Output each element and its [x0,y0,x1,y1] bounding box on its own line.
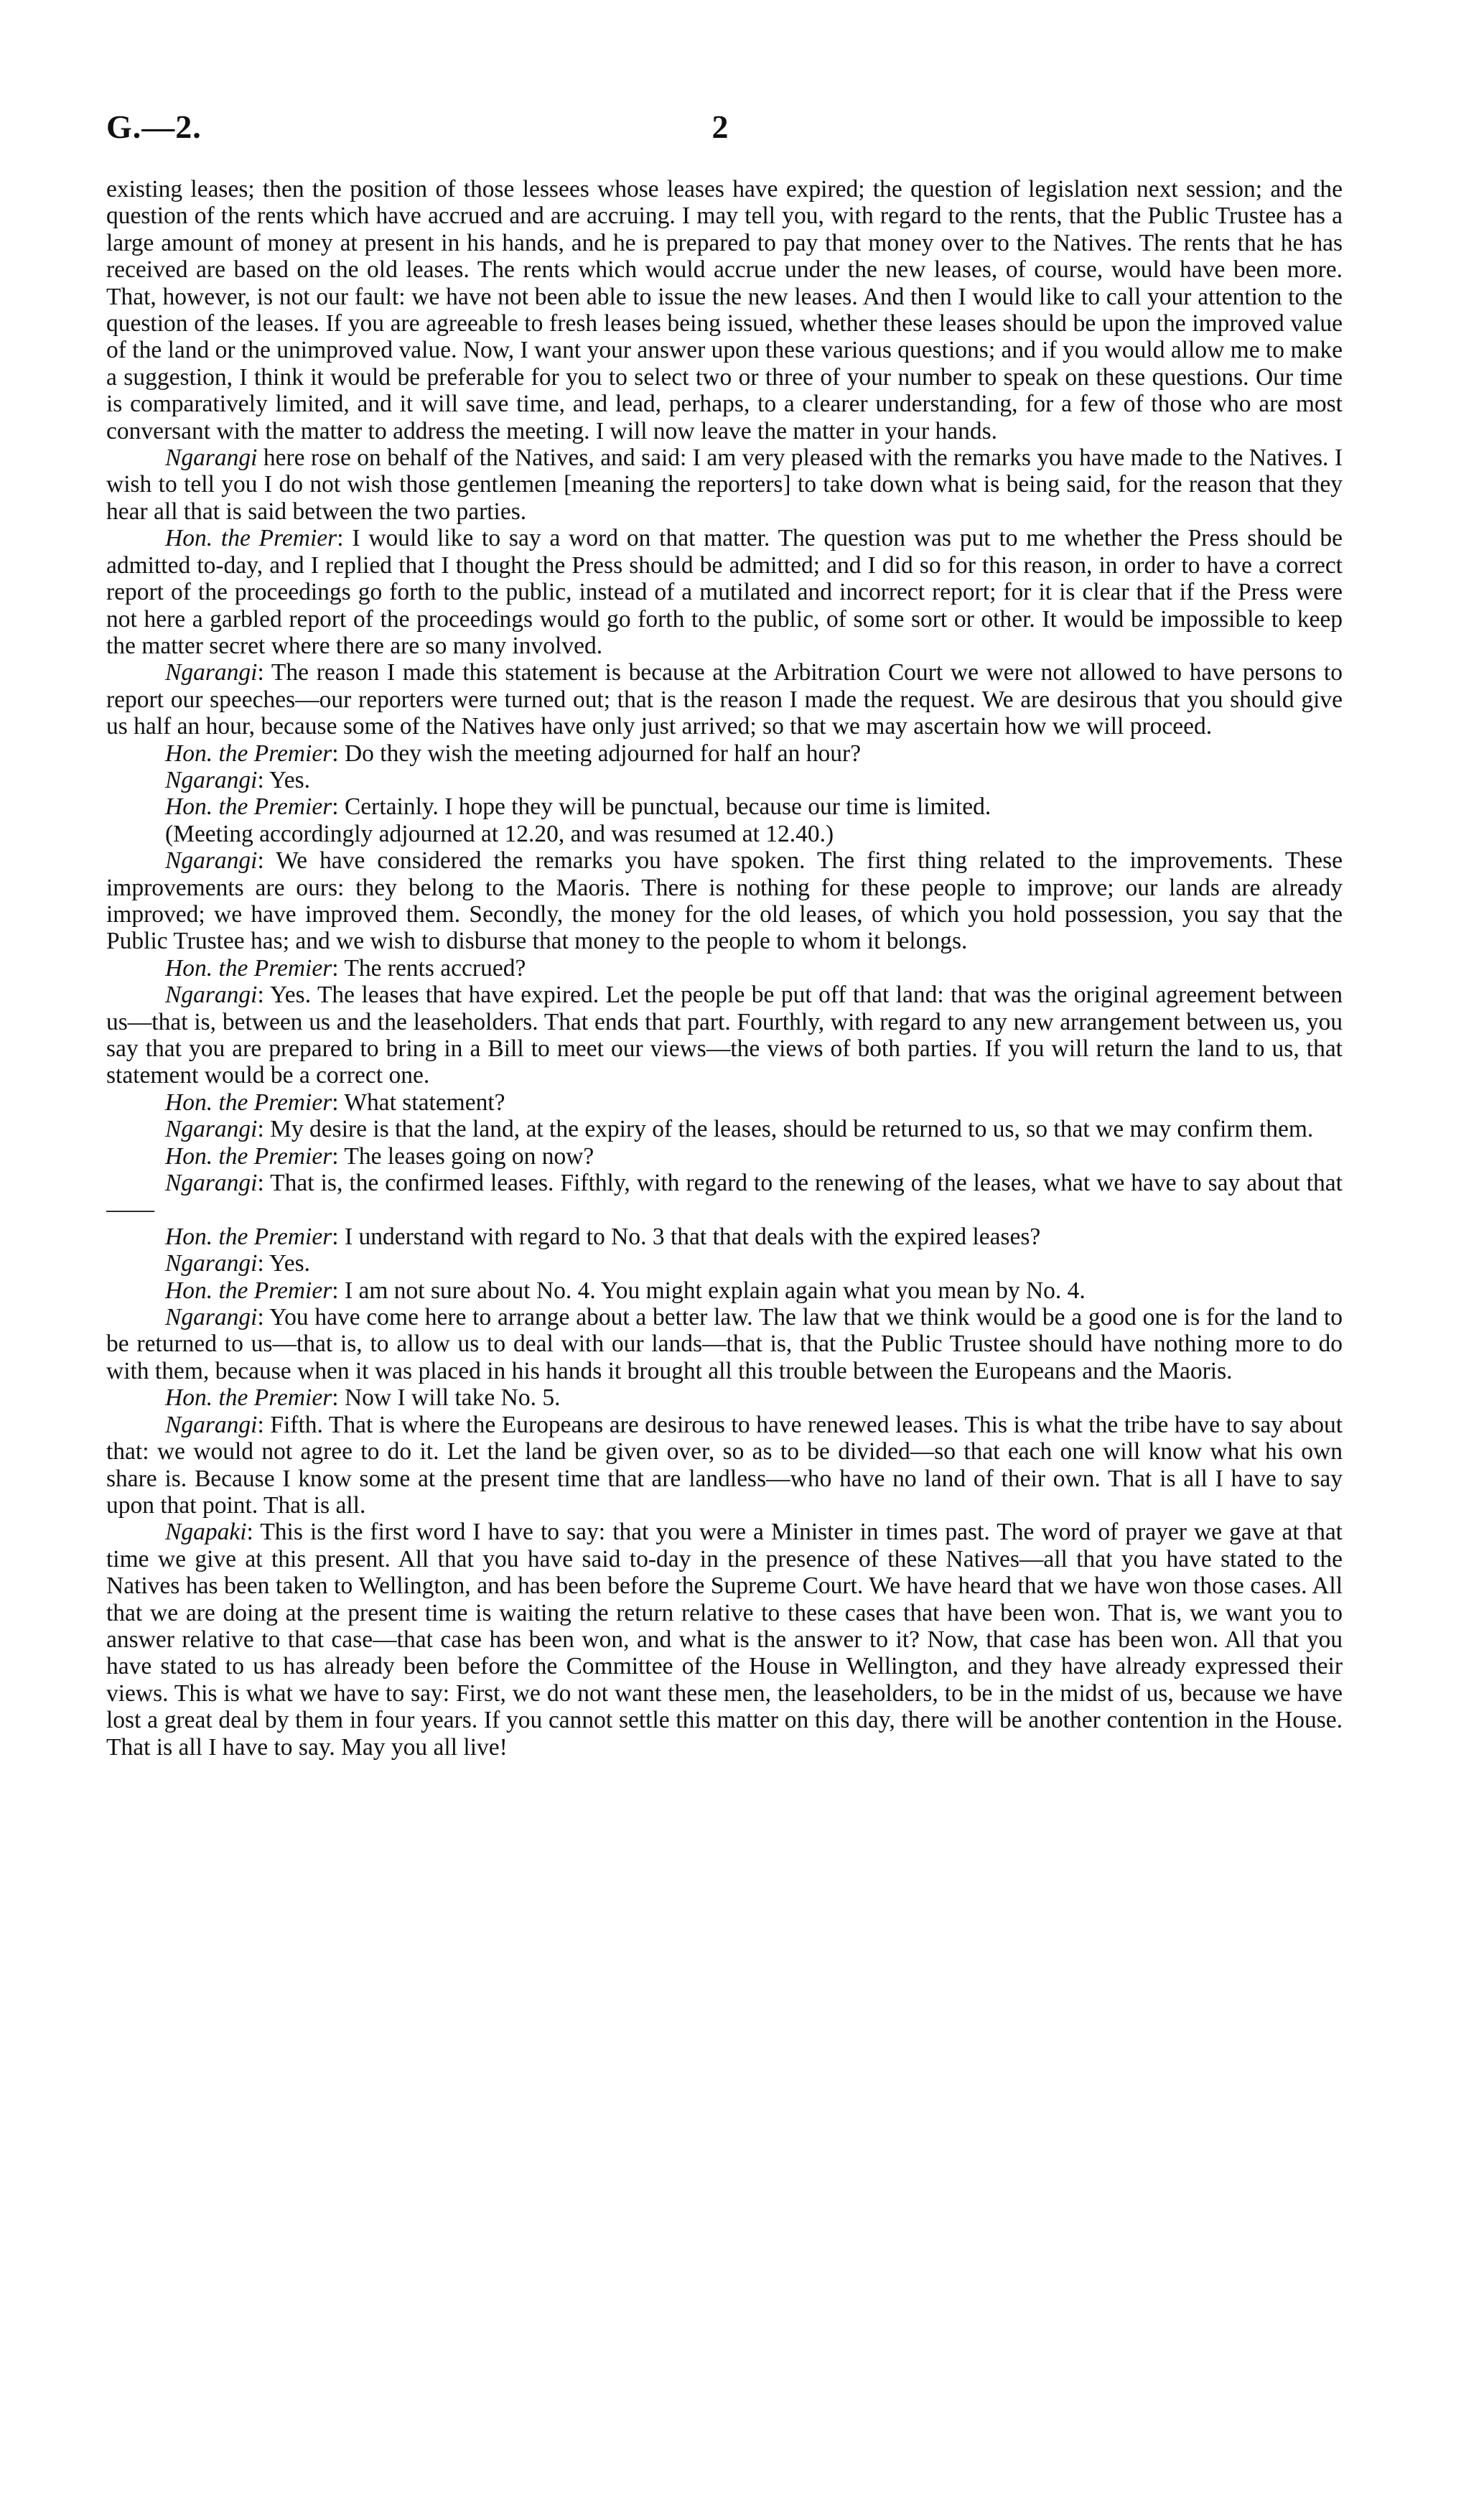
paragraph-text: : I am not sure about No. 4. You might explain again what you mean by No. 4. [332,1277,1086,1304]
document-reference: G.—2. [106,108,202,145]
speaker-name: Hon. the Premier [165,525,337,552]
speaker-name: Hon. the Premier [165,793,332,821]
speaker-name: Hon. the Premier [165,740,332,767]
page-number: 2 [711,108,729,145]
speaker-name: Ngarangi [165,1116,258,1143]
page-header [106,108,1334,158]
speaker-name: Ngarangi [165,1170,258,1197]
paragraph-text: : The reason I made this statement is because at the Arbitration Court we were not allowed to have persons to report our speeches—our reporters were turned out; that is the reason I made the request. We are desirous that you should give us half an hour, because some of the Natives have only just arrived; so that we may ascertain how we will proceed. [106,659,1343,740]
speaker-name: Ngapaki [165,1519,247,1546]
speaker-name: Hon. the Premier [165,1384,332,1412]
speaker-name: Ngarangi [165,1411,258,1438]
paragraph-text: : Do they wish the meeting adjourned for half an hour? [332,740,862,767]
speaker-name: Ngarangi [165,1250,258,1277]
paragraph-text: : You have come here to arrange about a better law. The law that we think would be a good one is for the land to be returned to us—that is, to allow us to deal with our lands—that is, that the Public Trustee should have nothing more to do with them, because when it was placed in his hands it brought all this trouble between the Europeans and the Maoris. [106,1304,1343,1384]
paragraph [106,821,1343,847]
paragraph-text: : My desire is that the land, at the expiry of the leases, should be returned to us, so that we may confirm them. [257,1116,1314,1143]
paragraph [106,1519,1343,1761]
paragraph-text: : I would like to say a word on that matter. The question was put to me whether the Press should be admitted to-day, and I replied that I thought the Press should be admitted; and I did so for this reason, in order to have a correct report of the proceedings go forth to the public, instead of a mutilated and incorrect report; for it is clear that if the Press were not here a garbled report of the proceedings would go forth to the public, of some sort or other. It would be impossible to keep the matter secret where there are so many involved. [106,525,1343,659]
speaker-name: Hon. the Premier [165,1142,332,1170]
paragraph [106,1384,1343,1411]
paragraph [106,847,1343,955]
speaker-name: Ngarangi [165,766,258,793]
speaker-name: Ngarangi [165,444,258,472]
paragraph [106,1412,1343,1519]
paragraph-text: : What statement? [332,1089,505,1116]
paragraph [106,176,1343,444]
speaker-name: Ngarangi [165,1304,258,1331]
paragraph-text: : That is, the confirmed leases. Fifthly, with regard to the renewing of the leases, what we have to say about that—— [106,1170,1343,1224]
paragraph [106,767,1343,793]
paragraph [106,659,1343,740]
paragraph-text: (Meeting accordingly adjourned at 12.20, and was resumed at 12.40.) [165,820,834,847]
speaker-name: Hon. the Premier [165,1223,332,1250]
paragraph-text: : The leases going on now? [332,1142,594,1170]
speaker-name: Ngarangi [165,847,258,875]
paragraph [106,1277,1343,1304]
speaker-name: Ngarangi [165,982,258,1009]
paragraph-text: : Yes. The leases that have expired. Let the people be put off that land: that was the original agreement between us—that is, between us and the leaseholders. That ends that part. Fourthly, with regard to any new arrangement between us, you say that you are prepared to bring in a Bill to meet our views—the views of both parties. If you will return the land to us, that statement would be a correct one. [106,982,1343,1089]
paragraph-text: : I understand with regard to No. 3 that that deals with the expired leases? [332,1223,1041,1250]
paragraph-text: : Fifth. That is where the Europeans are desirous to have renewed leases. This is what the tribe have to say about that: we would not agree to do it. Let the land be given over, so as to be divided—so that each one will know what his own share is. Because I know some at the present time that are landless—who have no land of their own. That is all I have to say upon that point. That is all. [106,1411,1343,1519]
paragraph [106,1224,1343,1250]
paragraph-text: : The rents accrued? [332,954,526,982]
paragraph-text: here rose on behalf of the Natives, and said: I am very pleased with the remarks you have made to the Natives. I wish to tell you I do not wish those gentlemen [meaning the reporters] to take down what is being said, for the reason that they hear all that is said between the two parties. [106,444,1343,525]
paragraph-text: : Now I will take No. 5. [332,1384,561,1412]
speaker-name: Ngarangi [165,659,258,686]
paragraph [106,1143,1343,1170]
paragraph [106,1250,1343,1277]
paragraph-text: : Certainly. I hope they will be punctual, because our time is limited. [332,793,991,821]
paragraph [106,525,1343,659]
paragraph [106,1089,1343,1116]
paragraph-text: existing leases; then the position of those lessees whose leases have expired; the question of legislation next session; and the question of the rents which have accrued and are accruing. I may tell you, with regard to the rents, that the Public Trustee has a large amount of money at present in his hands, and he is prepared to pay that money over to the Natives. The rents that he has received are based on the old leases. The rents which would accrue under the new leases, of course, would have been more. That, however, is not our fault: we have not been able to issue the new leases. And then I would like to call your attention to the question of the leases. If you are agreeable to fresh leases being issued, whether these leases should be upon the improved value of the land or the unimproved value. Now, I want your answer upon these various questions; and if you would allow me to make a suggestion, I think it would be preferable for you to select two or three of your number to speak on these questions. Our time is comparatively limited, and it will save time, and lead, perhaps, to a clearer understanding, for a few of those who are most conversant with the matter to address the meeting. I will now leave the matter in your hands. [106,176,1343,444]
speaker-name: Hon. the Premier [165,1277,332,1304]
paragraph-text: : Yes. [257,766,311,793]
paragraph [106,955,1343,982]
paragraph [106,793,1343,820]
paragraph [106,1116,1343,1142]
paragraph [106,740,1343,767]
paragraph [106,444,1343,525]
speaker-name: Hon. the Premier [165,1089,332,1116]
transcript-body [106,176,1343,2366]
speaker-name: Hon. the Premier [165,954,332,982]
paragraph [106,1170,1343,1224]
paragraph-text: : This is the first word I have to say: that you were a Minister in times past. The word of prayer we gave at that time we give at this present. All that you have said to-day in the presence of these Natives—all that you have stated to the Natives has been taken to Wellington, and has been before the Supreme Court. We have heard that we have won those cases. All that we are doing at the present time is waiting the return relative to these cases that have been won. That is, we want you to answer relative to that case—that case has been won, and what is the answer to it? Now, that case has been won. All that you have stated to us has already been before the Committee of the House in Wellington, and they have already expressed their views. This is what we have to say: First, we do not want these men, the leaseholders, to be in the midst of us, because we have lost a great deal by them in four years. If you cannot settle this matter on this day, there will be another contention in the House. That is all I have to say. May you all live! [106,1519,1343,1761]
paragraph-text: : We have considered the remarks you have spoken. The first thing related to the improvements. These improvements are ours: they belong to the Maoris. There is nothing for these people to improve; our lands are already improved; we have improved them. Secondly, the money for the old leases, of which you hold possession, you say that the Public Trustee has; and we wish to disburse that money to the people to whom it belongs. [106,847,1343,955]
paragraph-text: : Yes. [257,1250,311,1277]
paragraph [106,1304,1343,1384]
paragraph [106,982,1343,1089]
